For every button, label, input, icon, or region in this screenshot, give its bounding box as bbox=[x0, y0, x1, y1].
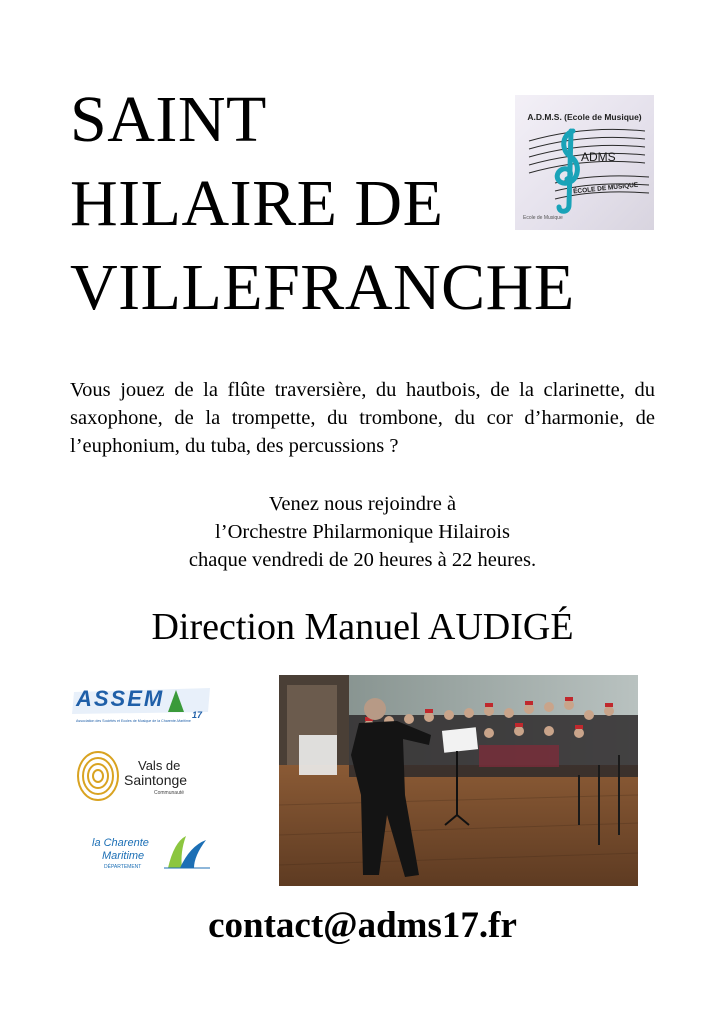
charente-line-3: DÉPARTEMENT bbox=[104, 864, 142, 870]
adms-logo bbox=[515, 95, 654, 230]
invite-line-3: chaque vendredi de 20 heures à 22 heures. bbox=[188, 549, 537, 571]
adms-top-text: A.D.M.S. (Ecole de Musique) bbox=[527, 112, 642, 122]
charente-maritime-logo bbox=[90, 828, 215, 876]
orchestra-photo bbox=[279, 675, 638, 886]
title-line-3: VILLEFRANCHE bbox=[70, 251, 575, 324]
assem-caption: Association des Sociétés et Ecoles de Musique de la Charente-Maritime bbox=[76, 719, 191, 723]
treble-clef-icon bbox=[557, 131, 577, 211]
invite-text bbox=[0, 490, 725, 574]
title-line-2: HILAIRE DE bbox=[70, 167, 444, 240]
vals-line-3: Communauté bbox=[154, 790, 185, 796]
vals-de-saintonge-logo bbox=[74, 748, 214, 804]
director-heading: Direction Manuel AUDIGÉ bbox=[151, 606, 574, 648]
invite-line-2: l’Orchestre Philarmonique Hilairois bbox=[215, 521, 510, 543]
adms-subtitle: ÉCOLE DE MUSIQUE bbox=[572, 181, 639, 196]
charente-line-1: la Charente bbox=[92, 837, 149, 849]
vals-line-2: Saintonge bbox=[124, 772, 188, 788]
vals-line-1: Vals de bbox=[138, 758, 181, 773]
assem-number: 17 bbox=[192, 710, 203, 720]
assem-name-text: ASSEM bbox=[76, 686, 165, 711]
contact-email: contact@adms17.fr bbox=[208, 905, 517, 946]
birds-icon bbox=[164, 836, 210, 868]
assem-logo bbox=[70, 682, 215, 727]
fingerprint-icon bbox=[78, 752, 118, 800]
invite-line-1: Venez nous rejoindre à bbox=[268, 493, 457, 515]
instrument-paragraph: Vous jouez de la flûte traversière, du hautbois, de la clarinette, du saxophone, de la trompette, du trombone, du cor d’harmonie, de l’euphonium, du tuba, des percussions ? bbox=[70, 379, 655, 457]
adms-name: ADMS bbox=[581, 150, 616, 164]
charente-line-2: Maritime bbox=[102, 850, 145, 862]
title-line-1: SAINT bbox=[70, 83, 267, 156]
adms-small-text: Ecole de Musique bbox=[523, 215, 563, 221]
